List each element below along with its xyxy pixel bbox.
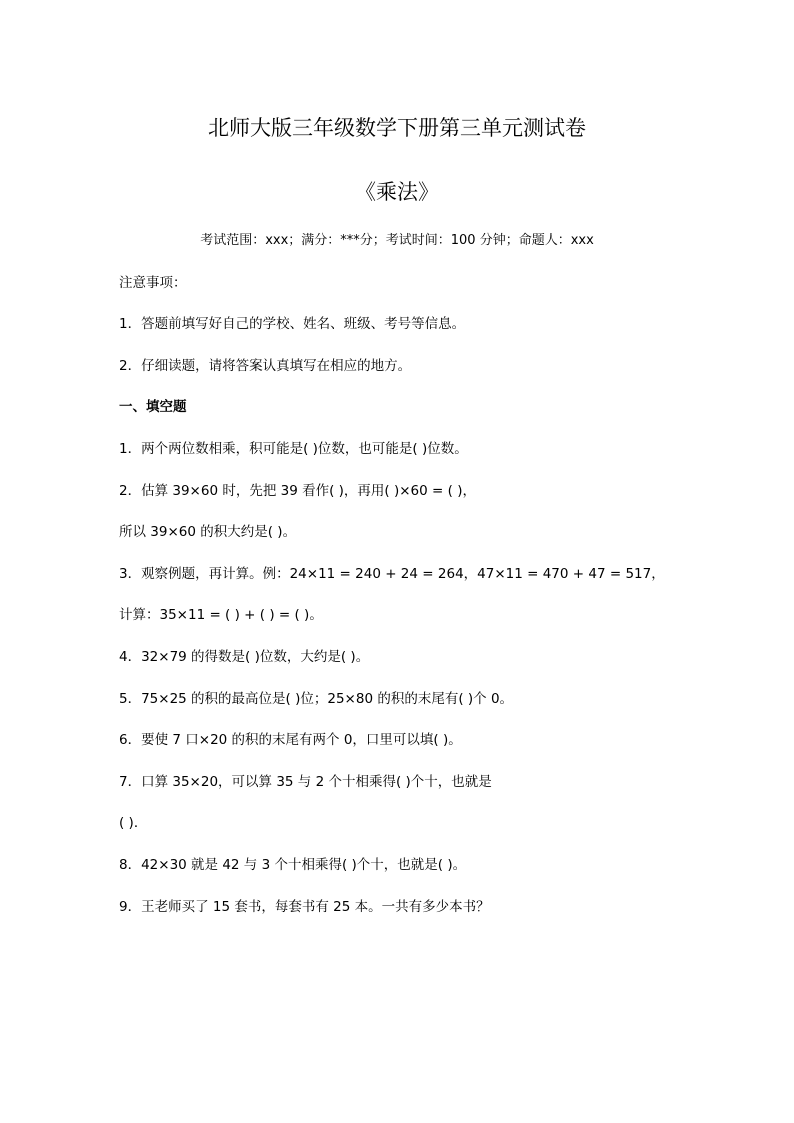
question-line: 4．32×79 的得数是( )位数，大约是( )。 [119, 649, 370, 665]
exam-meta: 考试范围：xxx；满分：***分；考试时间：100 分钟；命题人：xxx [200, 233, 594, 248]
question-line: ( )． [119, 815, 148, 831]
page-title: 北师大版三年级数学下册第三单元测试卷 [208, 116, 586, 140]
question-line: 9．王老师买了 15 套书，每套书有 25 本。一共有多少本书？ [119, 899, 490, 915]
section-heading: 一、填空题 [119, 399, 187, 415]
question-line: 计算：35×11 = ( ) + ( ) = ( )。 [119, 607, 323, 623]
question-line: 7．口算 35×20，可以算 35 与 2 个十相乘得( )个十，也就是 [119, 774, 492, 790]
page-subtitle: 《乘法》 [355, 180, 439, 204]
question-line: 2．估算 39×60 时，先把 39 看作( )，再用( )×60 = ( )， [119, 483, 476, 499]
notice-item: 2．仔细读题，请将答案认真填写在相应的地方。 [119, 358, 412, 374]
notice-item: 1．答题前填写好自己的学校、姓名、班级、考号等信息。 [119, 316, 466, 332]
question-line: 1．两个两位数相乘，积可能是( )位数，也可能是( )位数。 [119, 441, 468, 457]
question-line: 所以 39×60 的积大约是( )。 [119, 524, 297, 540]
question-line: 3．观察例题，再计算。例：24×11 = 240 + 24 = 264，47×11 = 470 + 47 = 517， [119, 566, 665, 582]
question-line: 5．75×25 的积的最高位是( )位；25×80 的积的末尾有( )个 0。 [119, 691, 514, 707]
question-line: 8．42×30 就是 42 与 3 个十相乘得( )个十，也就是( )。 [119, 857, 467, 873]
notice-heading: 注意事项： [119, 275, 187, 291]
question-line: 6．要使 7 口×20 的积的末尾有两个 0，口里可以填( )。 [119, 732, 462, 748]
